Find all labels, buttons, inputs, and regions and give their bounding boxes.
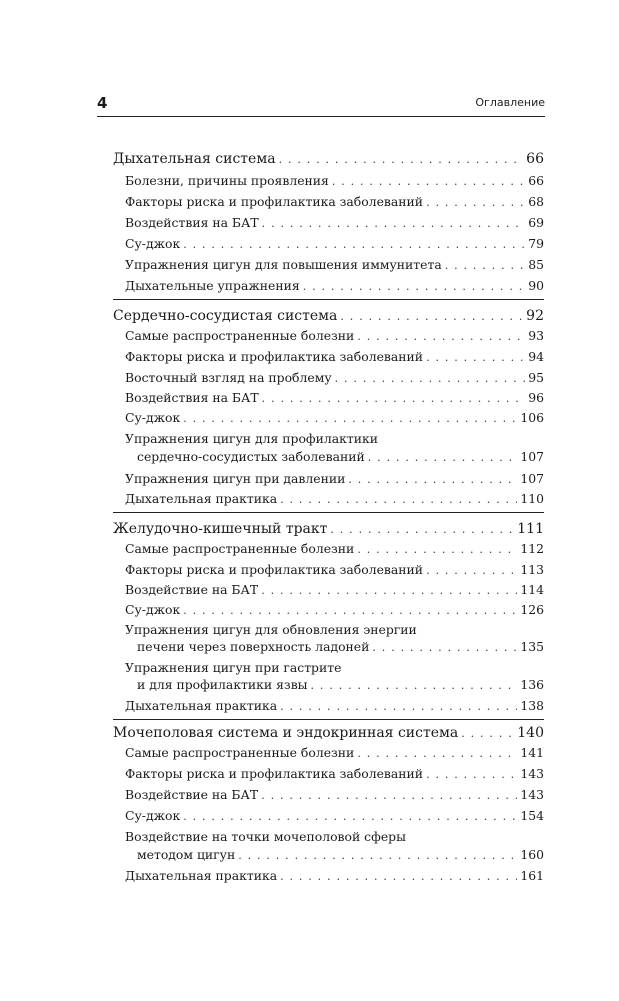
toc-entry-title: Факторы риска и профилактика заболеваний [125, 349, 424, 364]
toc-page-number: 114 [520, 582, 544, 597]
toc-entry[interactable] [113, 193, 544, 211]
page-number: 4 [97, 94, 108, 112]
toc-page-number: 138 [520, 698, 544, 713]
toc-entry[interactable] [113, 277, 544, 295]
toc-entry-title: Упражнения цигун для обновления энергии [125, 622, 417, 637]
toc-page-number: 94 [528, 349, 544, 364]
toc-entry-title: Воздействия на БАТ [125, 390, 259, 405]
toc-entry[interactable] [113, 744, 544, 762]
toc-section-title: Дыхательная система [113, 151, 276, 167]
toc-page-number: 107 [520, 471, 544, 486]
toc-entry-title: Су-джок [125, 808, 181, 823]
toc-entry[interactable] [113, 389, 544, 407]
toc-leader [280, 868, 517, 885]
toc-page-number: 69 [528, 215, 544, 230]
toc-page-number: 107 [520, 449, 544, 464]
toc-page-number: 68 [528, 194, 544, 209]
toc-entry-title: Самые распространенные болезни [125, 541, 355, 556]
toc-page-number: 112 [520, 541, 544, 556]
toc-section-heading[interactable] [113, 520, 544, 539]
toc-entry-title-continued: сердечно-сосудистых заболеваний [137, 449, 365, 464]
toc-entry-title: Дыхательная практика [125, 868, 278, 883]
toc-entry[interactable] [113, 807, 544, 825]
section-divider [113, 719, 544, 720]
toc-entry-title: Упражнения цигун при гастрите [125, 660, 342, 675]
toc-section-heading[interactable] [113, 150, 544, 169]
toc-entry[interactable] [113, 786, 544, 804]
toc-section-title: Желудочно-кишечный тракт [113, 521, 328, 537]
toc-page-number: 95 [528, 370, 544, 385]
toc-entry-title-continued: и для профилактики язвы [137, 677, 308, 692]
toc-leader [280, 698, 517, 715]
toc-entry-title: Дыхательная практика [125, 491, 278, 506]
toc-leader [461, 725, 514, 743]
toc-entry[interactable] [113, 256, 544, 274]
toc-entry-title: Су-джок [125, 236, 181, 251]
toc-leader [357, 328, 525, 345]
toc-page-number: 90 [528, 278, 544, 293]
toc-entry[interactable] [113, 697, 544, 715]
toc-page-number: 113 [520, 562, 544, 577]
toc-entry[interactable] [113, 409, 544, 427]
toc-entry[interactable] [113, 470, 544, 488]
toc-page-number: 79 [528, 236, 544, 251]
toc-entry-title: Упражнения цигун при давлении [125, 471, 346, 486]
toc-page-number: 143 [520, 787, 544, 802]
toc-leader [261, 787, 517, 804]
toc-leader [357, 541, 517, 558]
toc-page-number: 66 [526, 151, 544, 167]
running-title: Оглавление [475, 96, 545, 109]
toc-leader [303, 278, 526, 295]
toc-entry-title: Су-джок [125, 602, 181, 617]
toc-entry[interactable] [113, 490, 544, 508]
toc-entry [113, 846, 544, 864]
toc-entry-title: Факторы риска и профилактика заболеваний [125, 194, 424, 209]
toc-page-number: 161 [520, 868, 544, 883]
toc-leader [279, 151, 524, 169]
toc-entry-title-continued: печени через поверхность ладоней [137, 639, 370, 654]
toc-leader [183, 808, 517, 825]
toc-entry-title: Дыхательная практика [125, 698, 278, 713]
toc-entry-title: Факторы риска и профилактика заболеваний [125, 562, 424, 577]
toc-leader [262, 215, 526, 232]
toc-page-number: 126 [520, 602, 544, 617]
toc-page-number: 135 [520, 639, 544, 654]
toc-page-number: 140 [517, 725, 544, 741]
toc-leader [335, 370, 526, 387]
toc-entry-title: Упражнения цигун для профилактики [125, 431, 378, 446]
toc-entry[interactable] [113, 235, 544, 253]
toc-page-number: 110 [520, 491, 544, 506]
toc-entry-title: Самые распространенные болезни [125, 745, 355, 760]
toc-leader [426, 349, 525, 366]
toc-entry[interactable] [113, 348, 544, 366]
toc-section-title: Мочеполовая система и эндокринная система [113, 725, 459, 741]
toc-page-number: 143 [520, 766, 544, 781]
toc-entry[interactable] [113, 765, 544, 783]
toc-page-number: 66 [528, 173, 544, 188]
toc-entry-title: Дыхательные упражнения [125, 278, 300, 293]
toc-entry-title: Упражнения цигун для повышения иммунитета [125, 257, 442, 272]
toc-page-number: 111 [517, 521, 544, 537]
toc-entry-title: Воздействия на БАТ [125, 215, 259, 230]
toc-entry-title: Факторы риска и профилактика заболеваний [125, 766, 424, 781]
toc-leader [340, 308, 523, 326]
toc-leader [357, 745, 517, 762]
toc-leader [183, 236, 525, 253]
toc-leader [372, 639, 517, 656]
toc-entry[interactable] [113, 561, 544, 579]
toc-entry-title: Болезни, причины проявления [125, 173, 329, 188]
toc-leader [183, 602, 517, 619]
toc-leader [280, 491, 517, 508]
toc-leader [426, 562, 517, 579]
toc-leader [330, 521, 514, 539]
toc-entry-title: Воздействие на точки мочеполовой сферы [125, 829, 406, 844]
toc-entry [113, 676, 544, 694]
page-header [97, 94, 545, 117]
toc-entry-title-continued: методом цигун [137, 847, 236, 862]
toc-leader [426, 194, 525, 211]
toc-page-number: 154 [520, 808, 544, 823]
toc-section-heading[interactable] [113, 724, 544, 743]
toc-entry[interactable] [113, 581, 544, 599]
toc-page-number: 106 [520, 410, 544, 425]
section-divider [113, 512, 544, 513]
toc-page-number: 85 [528, 257, 544, 272]
toc-leader [183, 410, 517, 427]
toc-entry[interactable] [113, 172, 544, 190]
toc-leader [262, 390, 526, 407]
toc-leader [348, 471, 517, 488]
toc-page-number: 92 [526, 308, 544, 324]
toc-leader [311, 677, 518, 694]
toc-entry[interactable] [113, 327, 544, 345]
toc-entry-title: Восточный взгляд на проблему [125, 370, 332, 385]
toc-page-number: 93 [528, 328, 544, 343]
toc-leader [445, 257, 526, 274]
toc-entry-title: Воздействие на БАТ [125, 582, 259, 597]
toc-entry[interactable] [113, 867, 544, 885]
toc-entry-title: Су-джок [125, 410, 181, 425]
toc-entry[interactable] [113, 601, 544, 619]
toc-page-number: 160 [520, 847, 544, 862]
toc-page-number: 141 [520, 745, 544, 760]
toc-leader [368, 449, 518, 466]
toc-entry[interactable] [113, 540, 544, 558]
toc-leader [261, 582, 517, 599]
toc-section-heading[interactable] [113, 307, 544, 326]
toc-leader [332, 173, 525, 190]
toc-section-title: Сердечно-сосудистая система [113, 308, 338, 324]
toc-entry [113, 638, 544, 656]
toc-entry [113, 448, 544, 466]
toc-page-number: 136 [520, 677, 544, 692]
toc-page-number: 96 [528, 390, 544, 405]
toc-entry-title: Воздействие на БАТ [125, 787, 259, 802]
toc-entry[interactable] [113, 369, 544, 387]
section-divider [113, 299, 544, 300]
toc-entry[interactable] [113, 214, 544, 232]
toc-entry-title: Самые распространенные болезни [125, 328, 355, 343]
toc-leader [426, 766, 517, 783]
toc-leader [238, 847, 517, 864]
